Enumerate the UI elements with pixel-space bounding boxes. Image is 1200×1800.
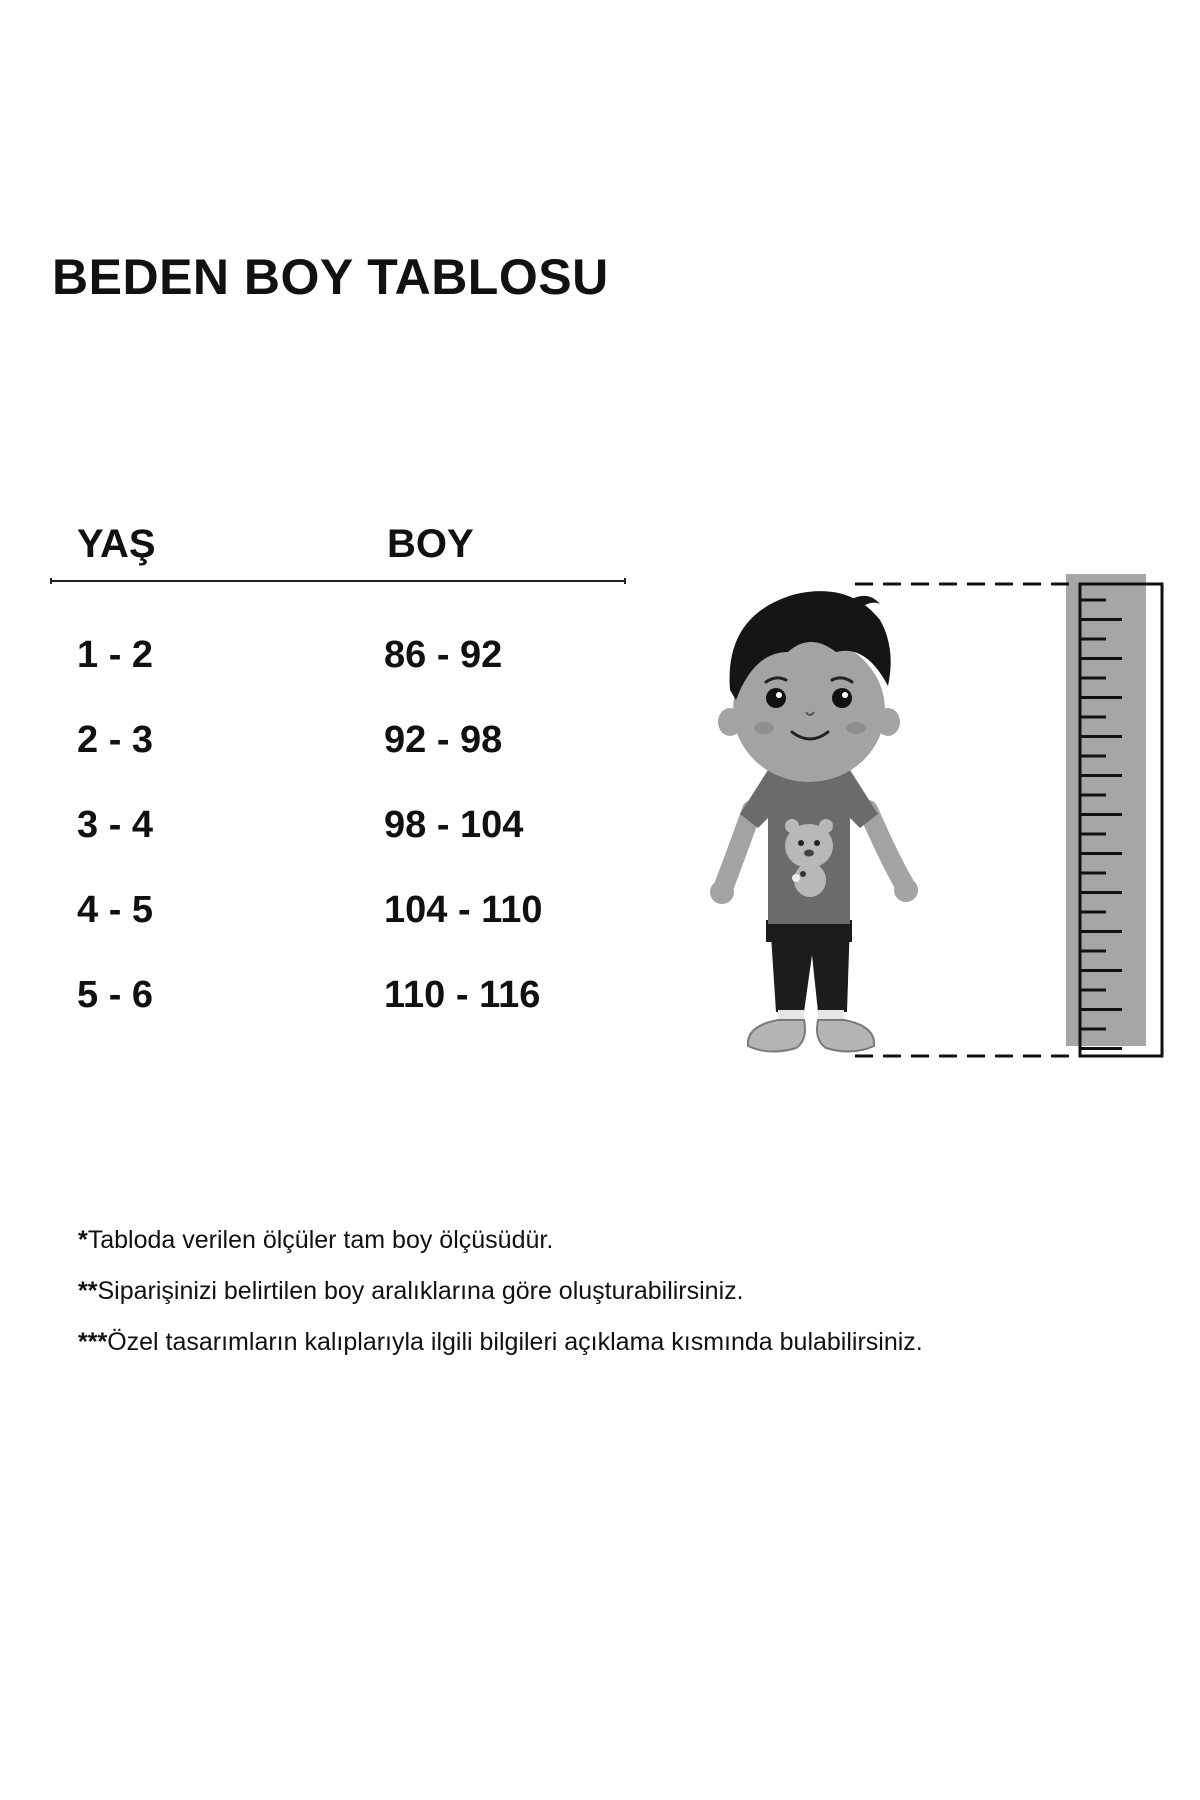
ruler-icon bbox=[1066, 574, 1162, 1056]
header-height: BOY bbox=[387, 522, 474, 566]
header-divider bbox=[50, 580, 626, 582]
note-text: Tabloda verilen ölçüler tam boy ölçüsüdür. bbox=[87, 1226, 554, 1254]
table-row bbox=[50, 721, 626, 806]
size-height-table bbox=[50, 520, 626, 1016]
row-height: 92 - 98 bbox=[384, 719, 503, 761]
page-title: BEDEN BOY TABLOSU bbox=[52, 249, 609, 305]
row-age: 3 - 4 bbox=[77, 804, 154, 846]
row-age: 4 - 5 bbox=[77, 889, 154, 931]
notes-section bbox=[78, 1228, 1158, 1381]
row-height: 110 - 116 bbox=[384, 974, 541, 1016]
note-text: Özel tasarımların kalıplarıyla ilgili bilgileri açıklama kısmında bulabilirsiniz. bbox=[107, 1328, 923, 1356]
row-height: 98 - 104 bbox=[384, 804, 524, 846]
table-row bbox=[50, 891, 626, 976]
row-height: 86 - 92 bbox=[384, 634, 503, 676]
row-height: 104 - 110 bbox=[384, 889, 543, 931]
note-text: Siparişinizi belirtilen boy aralıklarına göre oluşturabilirsiniz. bbox=[97, 1277, 744, 1305]
table-row bbox=[50, 976, 626, 1061]
row-age: 2 - 3 bbox=[77, 719, 154, 761]
note-mark: *** bbox=[78, 1328, 108, 1356]
note-3 bbox=[78, 1330, 1158, 1355]
note-2 bbox=[78, 1279, 1158, 1304]
note-1 bbox=[78, 1228, 1158, 1253]
child-figure-icon bbox=[710, 591, 918, 1051]
child-height-measure-icon bbox=[700, 560, 1170, 1080]
table-row bbox=[50, 806, 626, 891]
row-age: 5 - 6 bbox=[77, 974, 154, 1016]
note-mark: ** bbox=[78, 1277, 98, 1305]
table-body bbox=[50, 636, 626, 1061]
header-age: YAŞ bbox=[77, 522, 156, 566]
table-row bbox=[50, 636, 626, 721]
table-header bbox=[50, 520, 626, 580]
row-age: 1 - 2 bbox=[77, 634, 154, 676]
note-mark: * bbox=[78, 1226, 88, 1254]
